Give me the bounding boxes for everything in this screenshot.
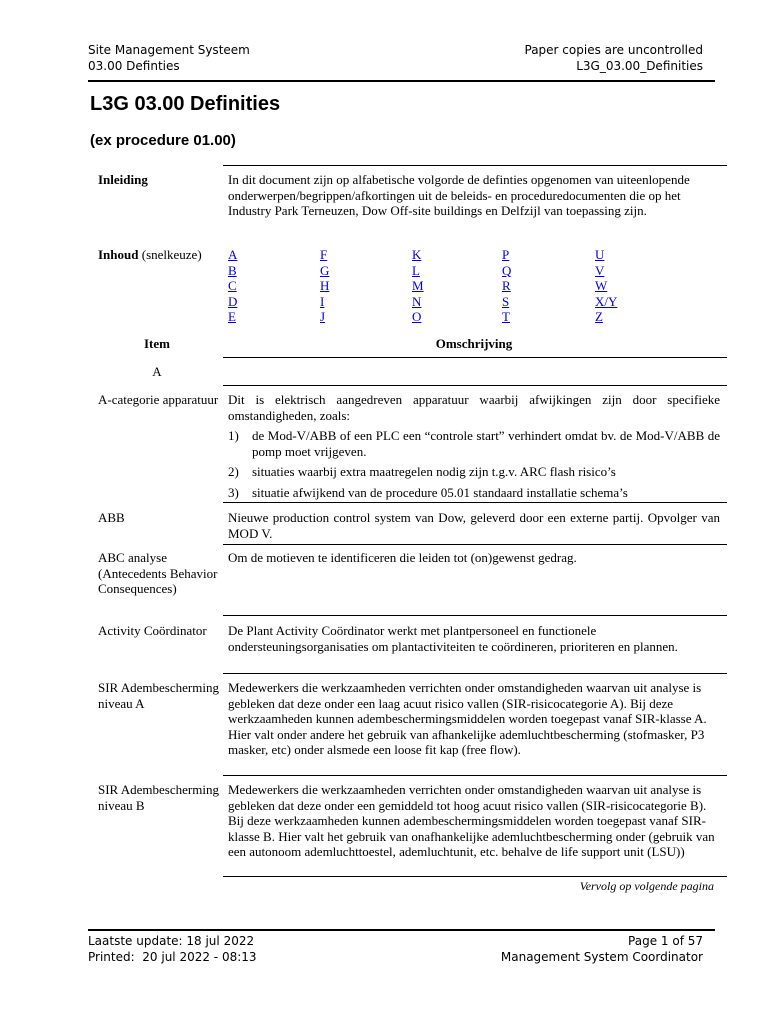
header-doc-code: L3G_03.00_Definities (576, 59, 703, 73)
index-link-r[interactable]: R (502, 278, 511, 293)
divider (223, 876, 727, 877)
index-column-4 (502, 247, 511, 325)
index-link-f[interactable]: F (320, 247, 328, 262)
divider (223, 165, 727, 166)
index-column-2 (320, 247, 329, 325)
index-link-s[interactable]: S (502, 293, 510, 309)
divider (223, 385, 727, 386)
footer-owner: Management System Coordinator (500, 950, 703, 964)
entry-intro: Dit is elektrisch aangedreven apparatuur waarbij afwijkingen zijn door specifieke omstandigheden, zoals: (228, 392, 720, 423)
divider (223, 502, 727, 503)
index-link-w[interactable]: W (595, 278, 608, 293)
entry-description: Om de motieven te identificeren die leiden tot (on)gewenst gedrag. (228, 550, 577, 565)
inleiding-label: Inleiding (98, 172, 148, 187)
entry-item: Activity Coördinator (98, 623, 207, 638)
page-title: L3G 03.00 Definities (90, 93, 281, 115)
list-item: 2) situaties waarbij extra maatregelen nodig zijn t.g.v. ARC flash risico’s (228, 464, 616, 479)
index-link-i[interactable]: I (320, 293, 325, 309)
footer-updated: Laatste update: 18 jul 2022 (88, 934, 255, 948)
entry-item: SIR Adembescherming niveau A (98, 680, 219, 711)
list-item: 1) de Mod-V/ABB of een PLC een “controle start” verhindert omdat bv. de Mod-V/ABB de pomp moet vrijgeven. (228, 428, 720, 459)
header-divider (88, 80, 715, 82)
column-header-item: Item (144, 336, 170, 351)
footer-printed: Printed: 20 jul 2022 - 08:13 (88, 950, 257, 964)
index-link-h[interactable]: H (320, 278, 330, 293)
entry-description: Medewerkers die werkzaamheden verrichten onder omstandigheden waarvan uit analyse is gebleken dat deze onder een gemiddeld tot hoog acuut risico vallen (SIR-risicocategorie B). Bij deze werkzaamheden kunnen adembeschermingsmiddelen worden toegepast vanaf SIR-klasse B. Hier valt het gebruik van onafhankelijke ademluchtbescherming onder (gebruik van een autonoom ademluchttoestel, ademluchtunit, etc. behalve de life support unit (LSU)) (228, 782, 715, 859)
index-column-1 (228, 247, 237, 325)
index-link-k[interactable]: K (412, 247, 422, 262)
index-link-z[interactable]: Z (595, 309, 603, 324)
column-header-description: Omschrijving (435, 336, 513, 351)
section-letter: A (152, 364, 162, 379)
entry-description: Medewerkers die werkzaamheden verrichten onder omstandigheden waarvan uit analyse is gebleken dat deze onder een laag acuut risico vallen (SIR-risicocategorie A). Bij deze werkzaamheden kunnen adembeschermingsmiddelen worden toegepast vanaf SIR-klasse A. Hier valt onder andere het gebruik van afhankelijke ademluchtbescherming (stofmasker, P3 masker, etc) onder alsmede een loose fit kap (free flow). (228, 680, 707, 757)
header-notice: Paper copies are uncontrolled (524, 43, 703, 57)
divider (223, 357, 727, 358)
divider (223, 775, 727, 776)
index-column-3 (412, 247, 424, 325)
index-link-m[interactable]: M (412, 278, 424, 293)
footer-divider (88, 929, 715, 931)
entry-description: De Plant Activity Coördinator werkt met plantpersoneel en functionele ondersteuningsorganisaties om plantactiviteiten te coördineren, prioriteren en plannen. (228, 623, 678, 654)
index-link-e[interactable]: E (228, 309, 236, 324)
entry-item: A-categorie apparatuur (98, 392, 219, 407)
index-link-j[interactable]: J (320, 309, 326, 324)
index-link-n[interactable]: N (412, 293, 422, 309)
index-link-a[interactable]: A (228, 247, 238, 262)
index-link-l[interactable]: L (412, 262, 420, 278)
index-link-b[interactable]: B (228, 262, 237, 278)
index-link-o[interactable]: O (412, 309, 422, 324)
inhoud-label: Inhoud (snelkeuze) (98, 247, 202, 262)
entry-description (228, 392, 720, 505)
page-subtitle: (ex procedure 01.00) (90, 132, 236, 149)
index-link-p[interactable]: P (502, 247, 510, 262)
entry-item: SIR Adembescherming niveau B (98, 782, 219, 813)
divider (223, 673, 727, 674)
index-link-g[interactable]: G (320, 262, 330, 278)
index-link-d[interactable]: D (228, 293, 238, 309)
inleiding-text: In dit document zijn op alfabetische volgorde de definties opgenomen van uiteenlopende onderwerpen/begrippen/afkortingen uit de beleids- en proceduredocumenten die op het Industry Park Terneuzen, Dow Off-site buildings en Delfzijl van toepassing zijn. (228, 172, 690, 218)
index-link-q[interactable]: Q (502, 262, 512, 278)
index-column-5 (595, 247, 617, 325)
continued-note: Vervolg op volgende pagina (579, 879, 714, 893)
index-link-xy[interactable]: X/Y (595, 293, 618, 309)
index-link-t[interactable]: T (502, 309, 510, 324)
index-link-v[interactable]: V (595, 262, 605, 278)
index-link-c[interactable]: C (228, 278, 237, 293)
header-section: 03.00 Definties (88, 59, 180, 73)
footer-page-number: Page 1 of 57 (628, 934, 703, 948)
index-link-u[interactable]: U (595, 247, 605, 262)
divider (223, 615, 727, 616)
divider (223, 544, 727, 545)
entry-item: ABB (98, 510, 125, 525)
entry-description: Nieuwe production control system van Dow, geleverd door een externe partij. Opvolger van MOD V. (228, 510, 720, 541)
header-system: Site Management Systeem (88, 43, 250, 57)
entry-list (228, 428, 720, 500)
entry-item: ABC analyse (Antecedents Behavior Consequences) (98, 550, 218, 596)
list-item: 3) situatie afwijkend van de procedure 05.01 standaard installatie schema’s (228, 484, 628, 500)
